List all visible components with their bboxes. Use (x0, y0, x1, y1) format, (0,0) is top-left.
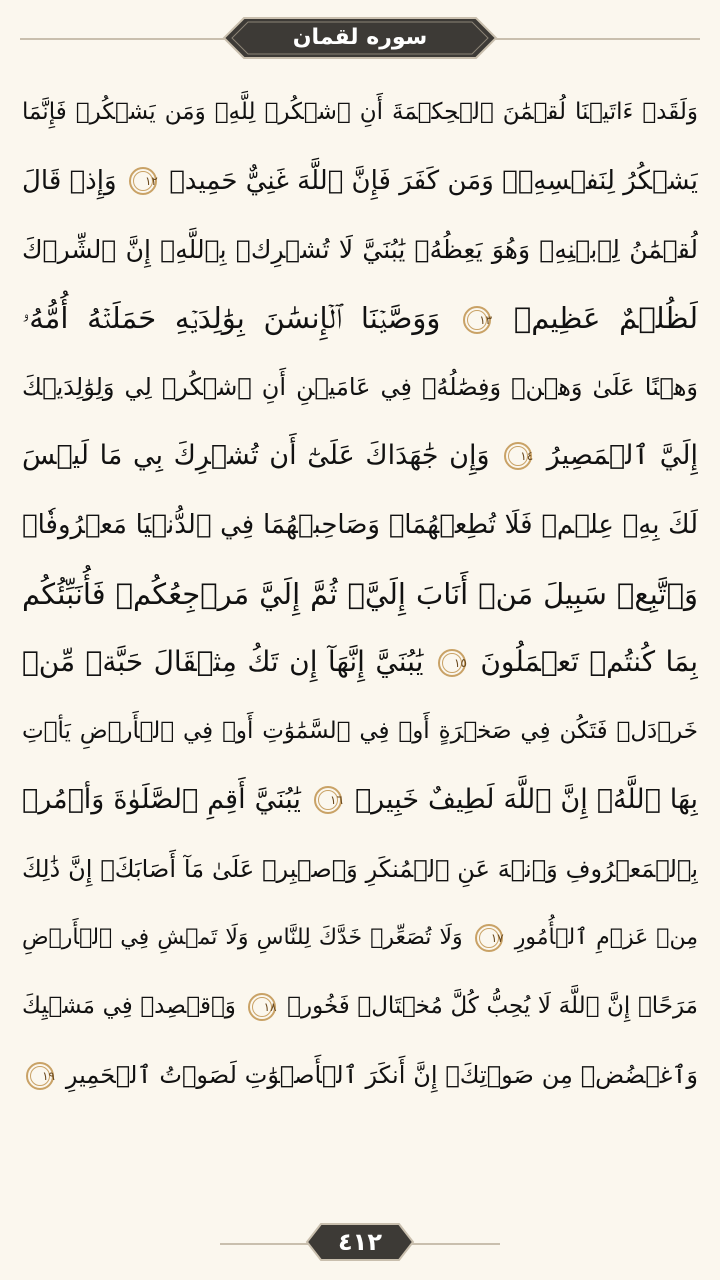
text-line (22, 972, 698, 1041)
text-line (22, 491, 698, 560)
verse-text: مَرَحًاۖ إِنَّ ٱللَّهَ لَا يُحِبُّ كُلَّ مُخۡتَالٖ فَخُورٖ (287, 993, 698, 1020)
ayah-number: ١٧ (490, 930, 504, 945)
header-divider-right (495, 38, 700, 40)
verse-text: بِٱلۡمَعۡرُوفِ وَٱنۡهَ عَنِ ٱلۡمُنكَرِ وَٱصۡبِرۡ عَلَىٰ مَآ أَصَابَكَۖ إِنَّ ذَٰلِكَ (22, 854, 698, 883)
ayah-number: ١٣ (479, 313, 493, 328)
verse-text: وَٱتَّبِعۡ سَبِيلَ مَنۡ أَنَابَ إِلَيَّۚ ثُمَّ إِلَيَّ مَرۡجِعُكُمۡ فَأُنَبِّئُكُم (22, 576, 698, 611)
verse-text: لَكَ بِهِۦ عِلۡمٞ فَلَا تُطِعۡهُمَاۖ وَصَاحِبۡهُمَا فِي ٱلدُّنۡيَا مَعۡرُوفٗاۖ (22, 509, 698, 540)
surah-title: سوره لقمان (292, 25, 428, 50)
footer-divider-left (220, 1243, 312, 1245)
footer-divider-right (408, 1243, 500, 1245)
verse-text: يَٰبُنَيَّ إِنَّهَآ إِن تَكُ مِثۡقَالَ حَبَّةٖ مِّنۡ (22, 645, 424, 679)
ayah-number: ١٤ (520, 449, 534, 464)
verse-text: وَوَصَّيۡنَا ٱلۡإِنسَٰنَ بِوَٰلِدَيۡهِ حَمَلَتۡهُ أُمُّهُۥ (22, 301, 441, 336)
text-line (22, 904, 698, 973)
verse-text: وَلَا تُصَعِّرۡ خَدَّكَ لِلنَّاسِ وَلَا تَمۡشِ فِي ٱلۡأَرۡضِ (22, 924, 463, 950)
ayah-marker (247, 992, 277, 1022)
text-line (22, 216, 698, 285)
quran-text (22, 78, 698, 1110)
text-line (22, 835, 698, 904)
ayah-number: ١٨ (263, 999, 277, 1014)
verse-text: وَٱقۡصِدۡ فِي مَشۡيِكَ (22, 993, 236, 1020)
ayah-marker (503, 441, 533, 471)
header-divider-left (20, 38, 225, 40)
verse-text: وَلَقَدۡ ءَاتَيۡنَا لُقۡمَٰنَ ٱلۡحِكۡمَةَ أَنِ ٱشۡكُرۡ لِلَّهِۚ وَمَن يَشۡكُرۡ فَإِنَّمَا (22, 99, 698, 125)
text-line (22, 628, 698, 697)
page-footer (0, 1218, 720, 1268)
text-line (22, 697, 698, 766)
ayah-number: ١٥ (454, 656, 467, 671)
verse-text: يَٰبُنَيَّ أَقِمِ ٱلصَّلَوٰةَ وَأۡمُرۡ (22, 783, 301, 815)
verse-text: وَهۡنًا عَلَىٰ وَهۡنٖ وَفِصَٰلُهُۥ فِي عَامَيۡنِ أَنِ ٱشۡكُرۡ لِي وَلِوَٰلِدَيۡكَ (22, 373, 698, 402)
verse-text: بِهَا ٱللَّهُۚ إِنَّ ٱللَّهَ لَطِيفٌ خَبِيرٞ (354, 783, 698, 815)
ayah-marker (474, 923, 504, 953)
ayah-marker (462, 305, 492, 335)
text-line (22, 147, 698, 216)
verse-text: لُقۡمَٰنُ لِٱبۡنِهِۦ وَهُوَ يَعِظُهُۥ يَٰبُنَيَّ لَا تُشۡرِكۡ بِٱللَّهِۖ إِنَّ ٱلشِّرۡكَ (22, 234, 698, 264)
ayah-marker (128, 166, 158, 196)
text-line (22, 78, 698, 147)
verse-text: لَظُلۡمٌ عَظِيمٞ (513, 301, 698, 336)
verse-text: وَٱغۡضُضۡ مِن صَوۡتِكَۚ إِنَّ أَنكَرَ ٱلۡأَصۡوَٰتِ لَصَوۡتُ ٱلۡحَمِيرِ (65, 1061, 698, 1090)
text-line (22, 1041, 698, 1110)
ayah-marker (313, 785, 343, 815)
verse-text: خَرۡدَلٖ فَتَكُن فِي صَخۡرَةٍ أَوۡ فِي ٱلسَّمَٰوَٰتِ أَوۡ فِي ٱلۡأَرۡضِ يَأۡتِ (22, 718, 698, 745)
text-line (22, 284, 698, 353)
ayah-marker (437, 648, 467, 678)
ayah-number: ١٦ (330, 793, 343, 808)
text-line (22, 560, 698, 629)
verse-text: بِمَا كُنتُمۡ تَعۡمَلُونَ (480, 645, 698, 679)
text-line (22, 422, 698, 491)
verse-text: يَشۡكُرُ لِنَفۡسِهِۦۖ وَمَن كَفَرَ فَإِنَّ ٱللَّهَ غَنِيٌّ حَمِيدٞ (169, 165, 698, 196)
page-number: ٤١٢ (338, 1228, 382, 1256)
verse-text: وَإِذۡ قَالَ (22, 165, 117, 196)
ayah-number: ١٢ (144, 174, 158, 189)
verse-text: إِلَيَّ ٱلۡمَصِيرُ (546, 439, 698, 471)
text-line (22, 353, 698, 422)
text-line (22, 766, 698, 835)
ayah-marker (25, 1061, 55, 1091)
verse-text: مِنۡ عَزۡمِ ٱلۡأُمُورِ (514, 924, 698, 950)
surah-header (0, 14, 720, 64)
ayah-number: ١٩ (42, 1069, 55, 1084)
verse-text: وَإِن جَٰهَدَاكَ عَلَىٰٓ أَن تُشۡرِكَ بِي مَا لَيۡسَ (22, 439, 490, 471)
